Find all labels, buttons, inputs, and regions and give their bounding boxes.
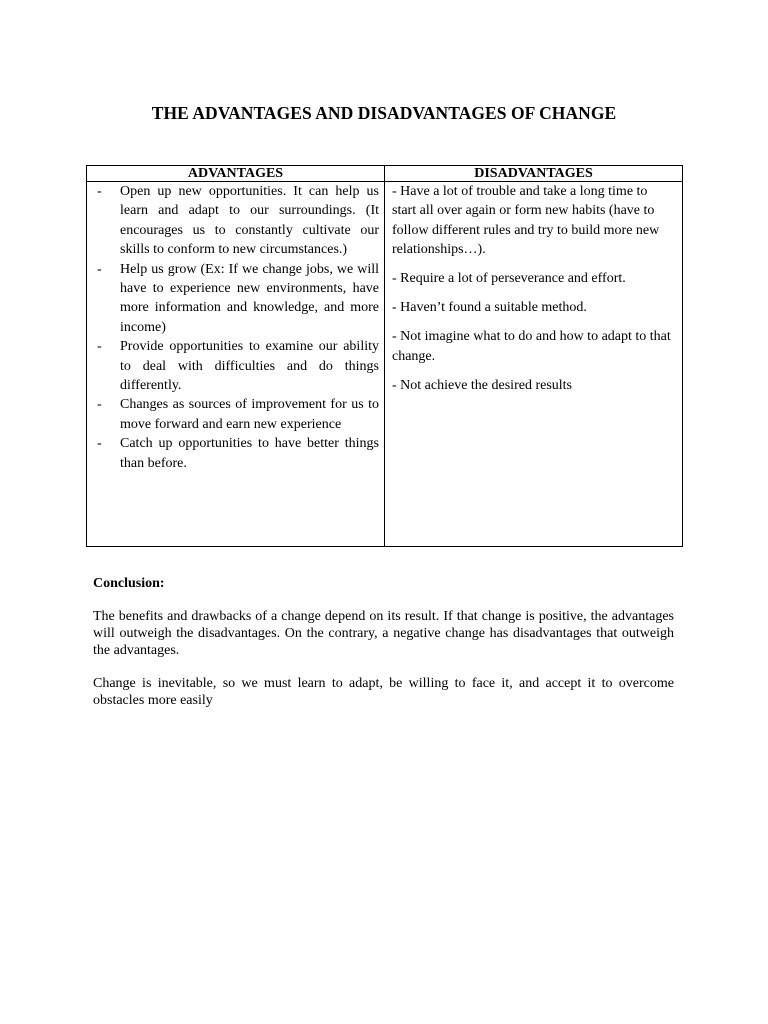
disadvantages-cell <box>385 182 683 547</box>
advantage-item <box>87 337 379 395</box>
bullet-dash: - <box>97 261 102 277</box>
advantage-item <box>87 434 379 473</box>
advantage-item <box>87 260 379 338</box>
bullet-dash: - <box>97 397 102 413</box>
disadvantages-header: DISADVANTAGES <box>385 166 683 182</box>
advantage-text: Open up new opportunities. It can help us learn and adapt to our surroundings. (It encourages us to constantly cultivate our skills to conform to new circumstances.) <box>120 184 379 258</box>
bullet-dash: - <box>97 184 102 199</box>
advantage-text: Catch up opportunities to have better things than before. <box>120 436 379 471</box>
advantage-text: Help us grow (Ex: If we change jobs, we will have to experience new environments, have more information and knowledge, and more income) <box>120 261 379 335</box>
disadvantage-item: - Require a lot of perseverance and effort. <box>392 271 626 287</box>
conclusion-paragraph: Change is inevitable, so we must learn to adapt, be willing to face it, and accept it to overcome obstacles more easily <box>93 676 674 708</box>
disadvantage-item: - Not achieve the desired results <box>392 377 572 393</box>
bullet-dash: - <box>97 436 102 452</box>
conclusion-section <box>93 575 674 725</box>
conclusion-paragraph: The benefits and drawbacks of a change depend on its result. If that change is positive, the advantages will outweigh the disadvantages. On the contrary, a negative change has disadvantages that outweigh the advantages. <box>93 609 674 658</box>
document-title: THE ADVANTAGES AND DISADVANTAGES OF CHANGE <box>151 103 617 123</box>
disadvantage-item: - Have a lot of trouble and take a long time to start all over again or form new habits (have to follow different rules and try to build more new relationships…). <box>392 184 660 258</box>
advantage-item <box>87 395 379 434</box>
advantages-header: ADVANTAGES <box>87 166 385 182</box>
advantages-disadvantages-table <box>86 165 683 547</box>
advantage-text: Provide opportunities to examine our ability to deal with difficulties and do things differently. <box>120 339 379 394</box>
disadvantage-item: - Haven’t found a suitable method. <box>392 300 587 316</box>
bullet-dash: - <box>97 339 102 355</box>
disadvantage-item: - Not imagine what to do and how to adapt to that change. <box>392 329 671 364</box>
advantage-text: Changes as sources of improvement for us to move forward and earn new experience <box>120 397 379 432</box>
conclusion-heading: Conclusion: <box>93 576 165 591</box>
advantage-item <box>87 182 379 260</box>
advantages-cell <box>87 182 385 547</box>
advantages-list <box>87 182 379 473</box>
